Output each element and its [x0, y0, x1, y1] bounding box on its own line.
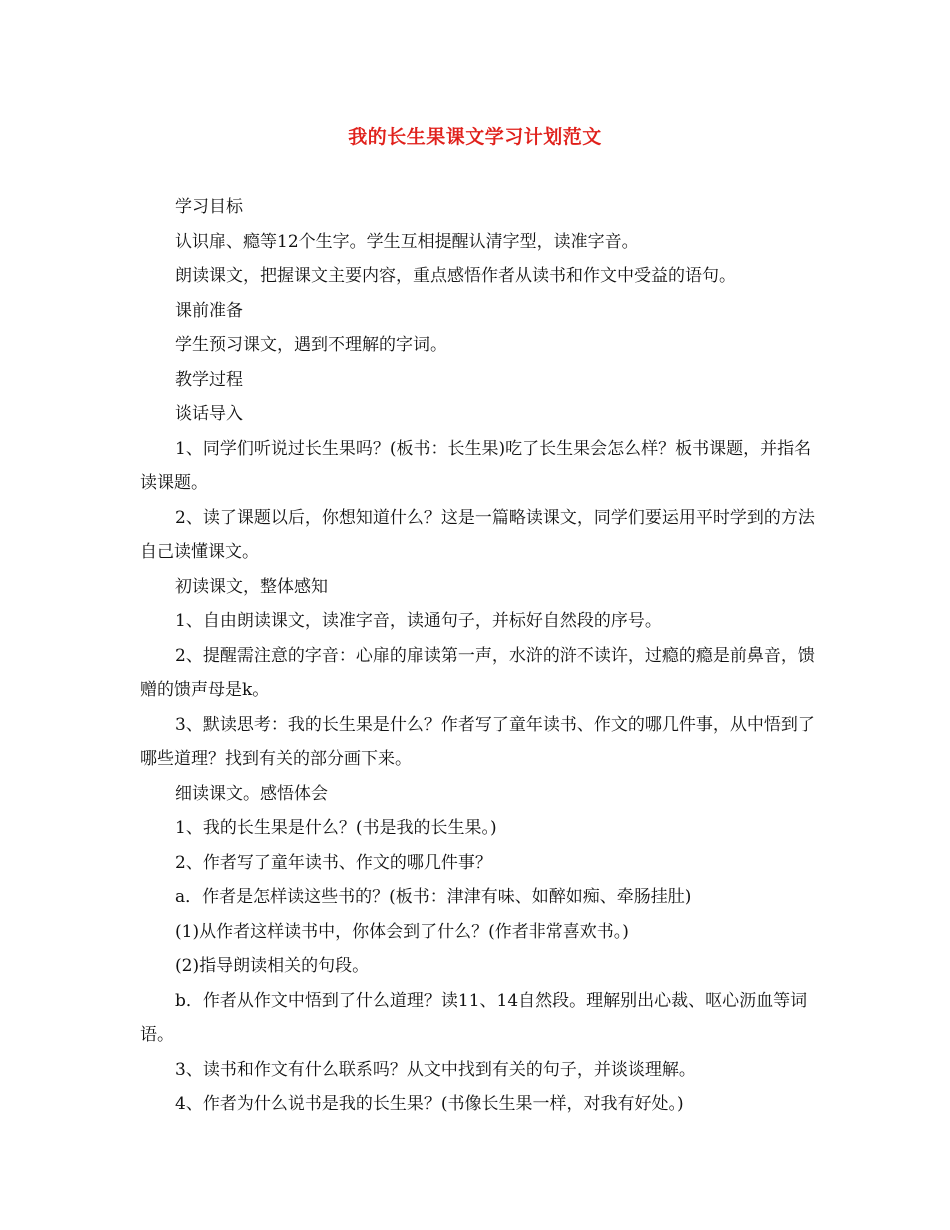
paragraph: (2)指导朗读相关的句段。 [175, 956, 370, 976]
section-heading-close-reading: 细读课文。感悟体会 [175, 783, 328, 804]
paragraph: 1、自由朗读课文，读准字音，读通句子，并标好自然段的序号。 [175, 611, 662, 631]
paragraph: 2、作者写了童年读书、作文的哪几件事？ [175, 852, 492, 873]
document-title: 我的长生果课文学习计划范文 [348, 126, 602, 148]
paragraph: (1)从作者这样读书中，你体会到了什么？(作者非常喜欢书。) [175, 921, 629, 942]
section-heading-intro: 谈话导入 [175, 404, 243, 424]
document-body [140, 190, 820, 1122]
paragraph: 3、读书和作文有什么联系吗？从文中找到有关的句子，并谈谈理解。 [175, 1059, 696, 1080]
section-heading-first-reading: 初读课文，整体感知 [175, 576, 328, 597]
paragraph: 学生预习课文，遇到不理解的字词。 [175, 335, 447, 355]
paragraph: 3、默读思考：我的长生果是什么？作者写了童年读书、作文的哪几件事，从中悟到了哪些道理？找到有关的部分画下来。 [140, 714, 815, 769]
paragraph: 2、读了课题以后，你想知道什么？这是一篇略读课文，同学们要运用平时学到的方法自己读懂课文。 [140, 507, 815, 562]
paragraph: a．作者是怎样读这些书的？(板书：津津有味、如醉如痴、牵肠挂肚) [175, 887, 692, 907]
section-heading-process: 教学过程 [175, 369, 243, 390]
paragraph: 朗读课文，把握课文主要内容，重点感悟作者从读书和作文中受益的语句。 [175, 266, 736, 286]
paragraph: 2、提醒需注意的字音：心扉的扉读第一声，水浒的浒不读许，过瘾的瘾是前鼻音，馈赠的馈声母是k。 [140, 645, 815, 700]
paragraph: 1、我的长生果是什么？(书是我的长生果。) [175, 818, 497, 838]
section-heading-goals: 学习目标 [175, 197, 243, 217]
paragraph: 认识扉、瘾等12个生字。学生互相提醒认清字型，读准字音。 [175, 231, 639, 252]
section-heading-preparation: 课前准备 [175, 300, 243, 321]
paragraph: b．作者从作文中悟到了什么道理？读11、14自然段。理解别出心裁、呕心沥血等词语。 [140, 990, 808, 1045]
paragraph: 4、作者为什么说书是我的长生果？(书像长生果一样，对我有好处。) [175, 1094, 684, 1114]
paragraph: 1、同学们听说过长生果吗？(板书：长生果)吃了长生果会怎么样？板书课题，并指名读课题。 [140, 438, 812, 493]
